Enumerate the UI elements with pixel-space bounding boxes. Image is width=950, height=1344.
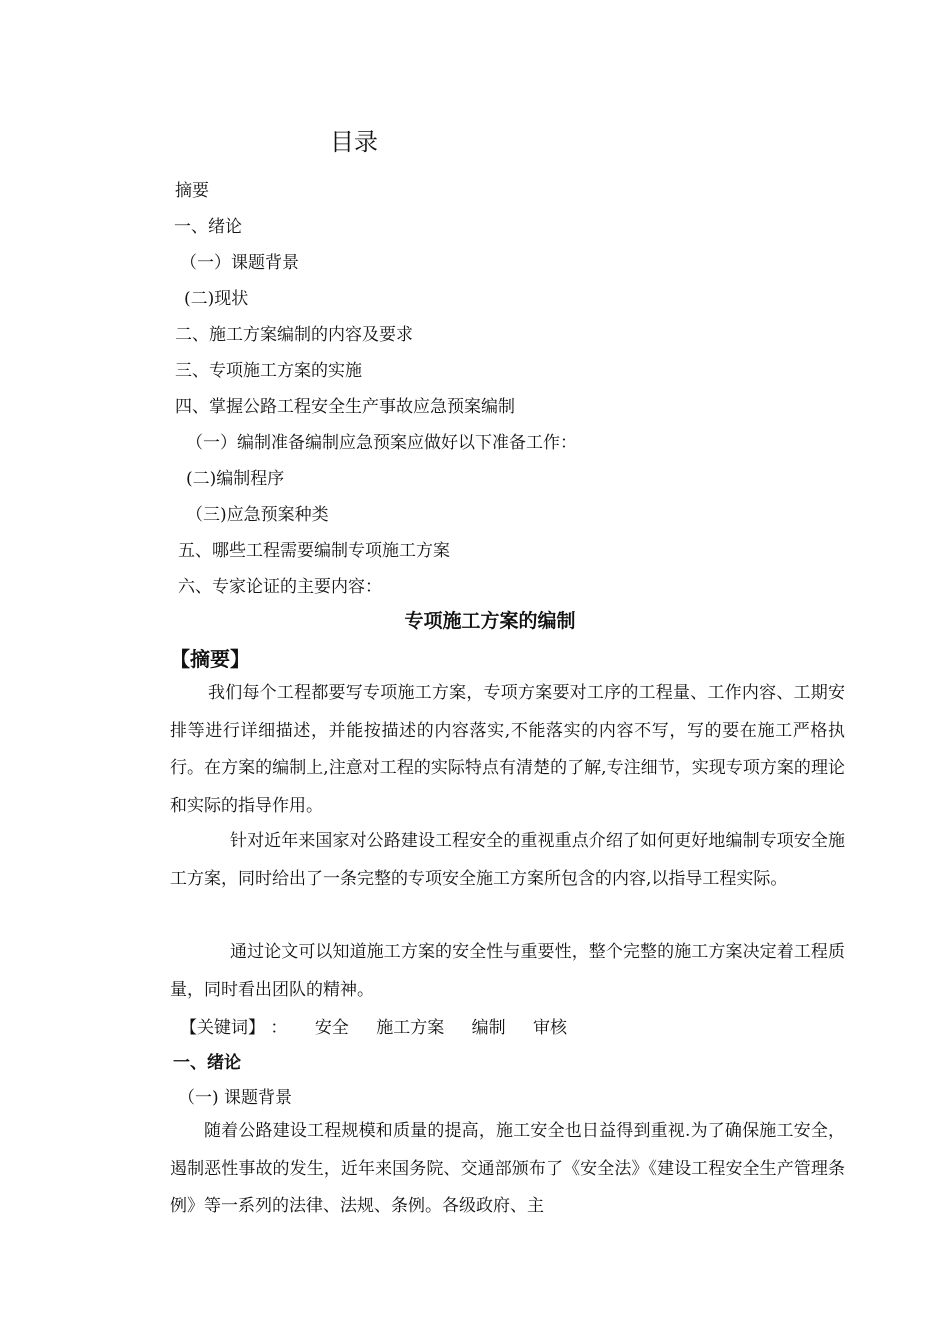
abstract-paragraph-3: 通过论文可以知道施工方案的安全性与重要性，整个完整的施工方案决定着工程质量，同时看出团队的精神。: [170, 942, 845, 1000]
toc-item-section3: 三、专项施工方案的实施: [175, 361, 362, 381]
abstract-paragraph-2: 针对近年来国家对公路建设工程安全的重视重点介绍了如何更好地编制专项安全施工方案，同时给出了一条完整的专项安全施工方案所包含的内容,以指导工程实际。: [170, 831, 845, 889]
toc-item-status: (二)现状: [184, 289, 249, 309]
toc-title: 目录: [330, 128, 378, 156]
toc-item-background: （一）课题背景: [180, 253, 299, 273]
toc-item-abstract: 摘要: [175, 181, 209, 201]
subsection-heading-background: （一) 课题背景: [178, 1088, 293, 1108]
toc-item-section5: 五、哪些工程需要编制专项施工方案: [178, 541, 450, 561]
toc-item-section4-2: (二)编制程序: [186, 469, 285, 489]
toc-item-section4-1: （一）编制准备编制应急预案应做好以下准备工作：: [186, 433, 577, 453]
section-heading-introduction: 一、绪论: [173, 1053, 241, 1073]
document-title: 专项施工方案的编制: [404, 610, 576, 632]
keyword: 审核: [533, 1018, 568, 1038]
toc-item-section6: 六、专家论证的主要内容：: [178, 577, 382, 597]
keyword: 编制: [471, 1018, 506, 1038]
toc-item-section4-3: （三)应急预案种类: [186, 505, 329, 525]
abstract-heading: 【摘要】: [170, 647, 250, 671]
toc-item-introduction: 一、绪论: [174, 217, 242, 237]
toc-item-section2: 二、施工方案编制的内容及要求: [175, 325, 413, 345]
abstract-paragraph-1: 我们每个工程都要写专项施工方案，专项方案要对工序的工程量、工作内容、工期安排等进行详细描述，并能按描述的内容落实,不能落实的内容不写，写的要在施工严格执行。在方案的编制上,注意对工程的实际特点有清楚的了解,专注细节，实现专项方案的理论和实际的指导作用。: [170, 683, 845, 816]
keyword: 施工方案: [376, 1018, 445, 1038]
keywords-line: [180, 1013, 589, 1038]
keyword: 安全: [314, 1018, 349, 1038]
keywords-label: 【关键词】 ：: [180, 1018, 288, 1038]
toc-item-section4: 四、掌握公路工程安全生产事故应急预案编制: [175, 397, 515, 417]
background-paragraph: 随着公路建设工程规模和质量的提高，施工安全也日益得到重视.为了确保施工安全，遏制恶性事故的发生，近年来国务院、交通部颁布了《安全法》《建设工程安全生产管理条例》等一系列的法律、法规、条例。各级政府、主: [170, 1121, 845, 1216]
